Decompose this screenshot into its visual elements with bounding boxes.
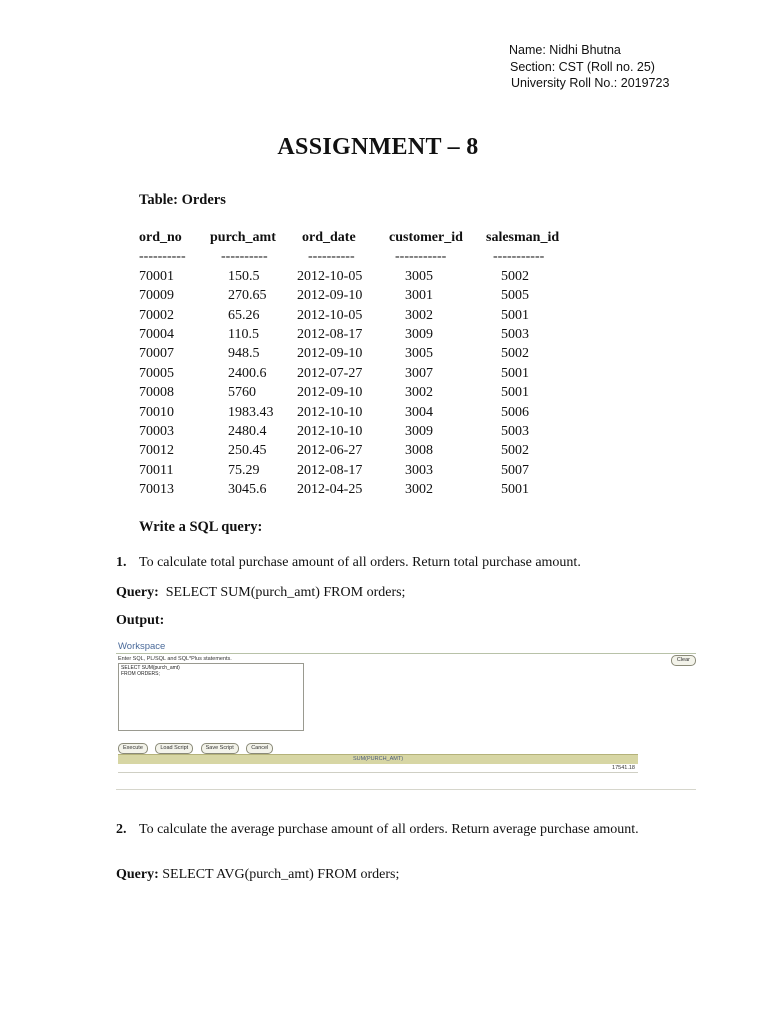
table-cell: 2012-10-10 [297, 423, 363, 439]
table-cell: 2012-06-27 [297, 443, 363, 459]
page-title: ASSIGNMENT – 8 [277, 134, 479, 160]
question-number: 1. [116, 555, 127, 570]
table-cell: 70009 [139, 288, 174, 304]
column-header: customer_id [389, 230, 463, 245]
workspace-bottom-rule [116, 789, 696, 790]
table-cell: 948.5 [228, 346, 260, 362]
table-cell: 5006 [501, 404, 529, 420]
table-cell: 5001 [501, 385, 529, 401]
workspace-screenshot [116, 640, 696, 790]
table-cell: 2012-09-10 [297, 346, 363, 362]
table-cell: 70007 [139, 346, 174, 362]
table-cell: 150.5 [228, 268, 260, 284]
cancel-button[interactable]: Cancel [246, 743, 273, 754]
query-label: Query: [116, 867, 159, 882]
table-cell: 2012-07-27 [297, 365, 363, 381]
table-cell: 3002 [405, 307, 433, 323]
table-cell: 70008 [139, 385, 174, 401]
query-text: SELECT SUM(purch_amt) FROM orders; [165, 585, 406, 600]
table-cell: 3003 [405, 462, 433, 478]
table-cell: 70005 [139, 365, 174, 381]
sql-editor[interactable] [118, 663, 304, 731]
result-column-header: SUM(PURCH_AMT) [118, 754, 638, 764]
table-cell: 5002 [501, 346, 529, 362]
column-separator: ----------- [493, 249, 545, 265]
table-cell: 70013 [139, 482, 174, 498]
column-header: salesman_id [486, 230, 560, 245]
save-script-button[interactable]: Save Script [201, 743, 239, 754]
question-2 [116, 820, 674, 839]
author-name: Name: Nidhi Bhutna [509, 43, 621, 57]
table-cell: 3008 [405, 443, 433, 459]
output-label: Output: [116, 613, 165, 628]
table-cell: 2012-08-17 [297, 326, 363, 342]
column-separator: ---------- [139, 249, 186, 265]
sql-line: SELECT SUM(purch_amt) [121, 665, 180, 671]
question-number: 2. [116, 822, 127, 837]
table-cell: 5002 [501, 443, 529, 459]
author-info [509, 42, 749, 92]
table-cell: 2012-09-10 [297, 385, 363, 401]
table-cell: 2012-10-05 [297, 307, 363, 323]
execute-button[interactable]: Execute [118, 743, 148, 754]
table-cell: 2012-08-17 [297, 462, 363, 478]
table-cell: 2012-10-05 [297, 268, 363, 284]
table-cell: 70003 [139, 423, 174, 439]
table-cell: 3001 [405, 288, 433, 304]
question-text: To calculate total purchase amount of all orders. Return total purchase amount. [139, 555, 581, 570]
table-cell: 5005 [501, 288, 529, 304]
table-cell: 3009 [405, 423, 433, 439]
workspace-divider [116, 653, 696, 654]
column-separator: ---------- [221, 249, 268, 265]
table-cell: 5002 [501, 268, 529, 284]
table-cell: 3005 [405, 268, 433, 284]
table-cell: 5003 [501, 423, 529, 439]
table-cell: 75.29 [228, 462, 260, 478]
table-title: Table: Orders [139, 192, 226, 208]
query-1 [116, 585, 405, 601]
table-cell: 70001 [139, 268, 174, 284]
table-cell: 2480.4 [228, 423, 267, 439]
table-cell: 2012-10-10 [297, 404, 363, 420]
table-cell: 5760 [228, 385, 256, 401]
table-cell: 3004 [405, 404, 433, 420]
table-cell: 70012 [139, 443, 174, 459]
column-header: purch_amt [210, 230, 276, 245]
result-value-row [118, 764, 638, 773]
table-cell: 65.26 [228, 307, 260, 323]
table-cell: 250.45 [228, 443, 267, 459]
table-cell: 5007 [501, 462, 529, 478]
query-2 [116, 867, 399, 883]
table-cell: 70010 [139, 404, 174, 420]
column-separator: ---------- [308, 249, 355, 265]
query-text: SELECT AVG(purch_amt) FROM orders; [162, 867, 400, 882]
table-cell: 110.5 [228, 326, 259, 342]
table-cell: 3002 [405, 385, 433, 401]
table-cell: 5001 [501, 482, 529, 498]
table-cell: 70011 [139, 462, 174, 478]
table-cell: 70004 [139, 326, 174, 342]
question-text: To calculate the average purchase amount of all orders. Return average purchase amount. [139, 822, 639, 837]
write-query-heading: Write a SQL query: [139, 519, 263, 535]
clear-button[interactable]: Clear [671, 655, 696, 666]
table-cell: 5001 [501, 365, 529, 381]
column-separator: ----------- [395, 249, 447, 265]
workspace-title: Workspace [118, 641, 166, 652]
column-header: ord_no [139, 230, 182, 245]
table-cell: 1983.43 [228, 404, 274, 420]
table-cell: 3002 [405, 482, 433, 498]
table-cell: 2012-09-10 [297, 288, 363, 304]
table-cell: 3009 [405, 326, 433, 342]
result-value: 17541.18 [612, 765, 635, 771]
load-script-button[interactable]: Load Script [155, 743, 193, 754]
workspace-instructions: Enter SQL, PL/SQL and SQL*Plus statements. [118, 656, 232, 662]
workspace-buttons [118, 736, 276, 754]
column-header: ord_date [302, 230, 356, 245]
table-cell: 2012-04-25 [297, 482, 363, 498]
table-cell: 3007 [405, 365, 433, 381]
author-roll-number: University Roll No.: 2019723 [511, 76, 670, 90]
author-section: Section: CST (Roll no. 25) [510, 59, 655, 74]
table-cell: 270.65 [228, 288, 267, 304]
table-cell: 5001 [501, 307, 529, 323]
table-cell: 3045.6 [228, 482, 267, 498]
table-cell: 70002 [139, 307, 174, 323]
table-cell: 5003 [501, 326, 529, 342]
sql-line: FROM ORDERS; [121, 671, 160, 677]
table-cell: 2400.6 [228, 365, 267, 381]
table-cell: 3005 [405, 346, 433, 362]
query-label: Query: [116, 585, 159, 600]
question-1 [116, 555, 676, 571]
